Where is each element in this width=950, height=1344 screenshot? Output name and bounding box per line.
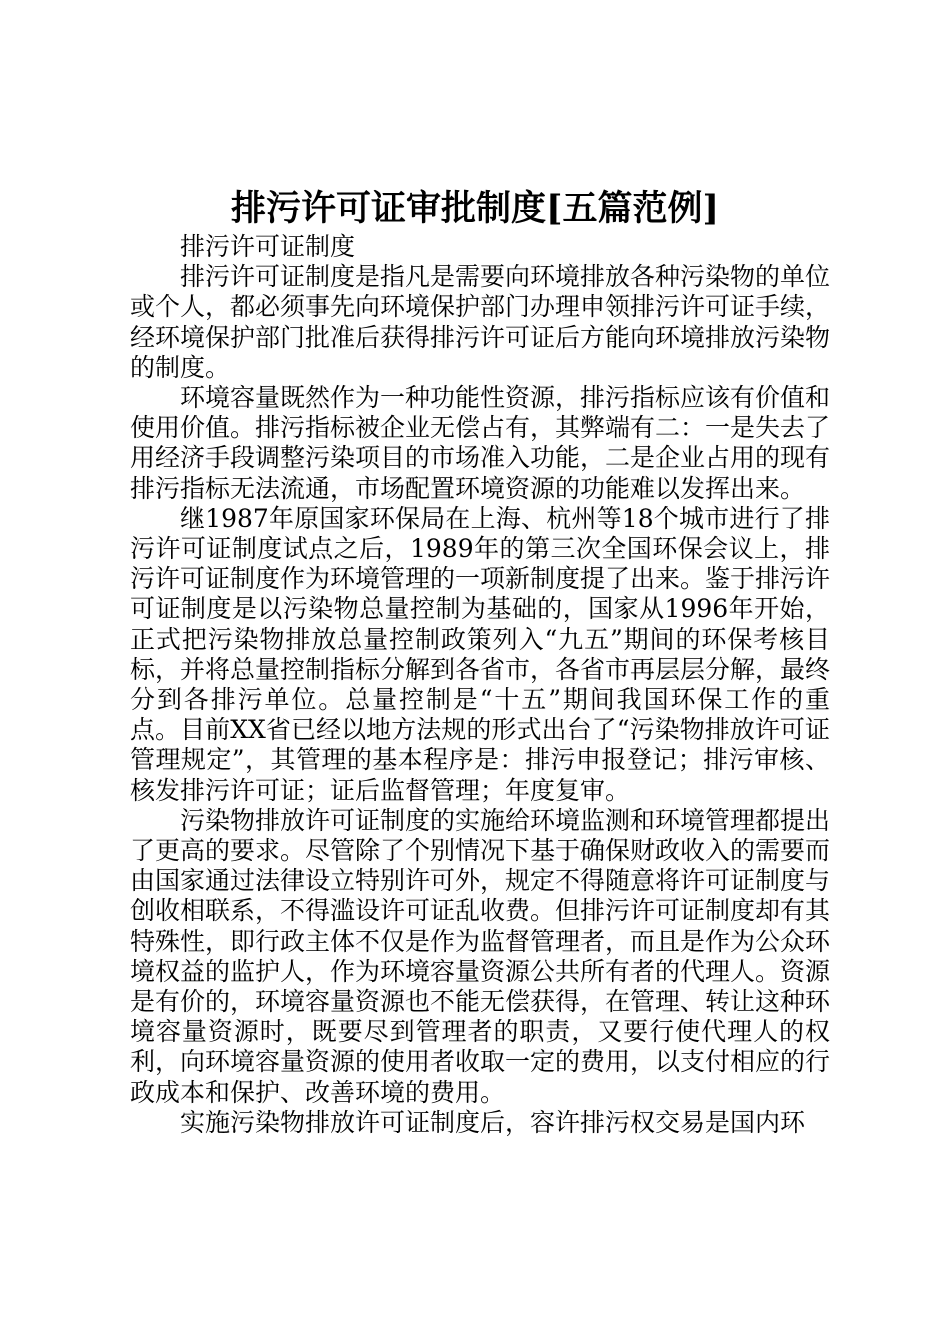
document-body bbox=[130, 232, 830, 1138]
section-heading: 排污许可证制度 bbox=[180, 232, 356, 261]
document-title: 排污许可证审批制度[五篇范例] bbox=[230, 188, 720, 229]
paragraph-4: 污染物排放许可证制度的实施给环境监测和环境管理都提出了更高的要求。尽管除了个别情况下基于确保财政收入的需要而由国家通过法律设立特别许可外，规定不得随意将许可证制度与创收相联系，不得滥设许可证乱收费。但排污许可证制度却有其特殊性，即行政主体不仅是作为监督管理者，而且是作为公众环境权益的监护人，作为环境容量资源公共所有者的代理人。资源是有价的，环境容量资源也不能无偿获得，在管理、转让这种环境容量资源时，既要尽到管理者的职责，又要行使代理人的权利，向环境容量资源的使用者收取一定的费用，以支付相应的行政成本和保护、改善环境的费用。 bbox=[130, 805, 831, 1107]
paragraph-5: 实施污染物排放许可证制度后，容许排污权交易是国内环 bbox=[180, 1107, 806, 1137]
paragraph-2: 环境容量既然作为一种功能性资源，排污指标应该有价值和使用价值。排污指标被企业无偿占有，其弊端有二：一是失去了用经济手段调整污染项目的市场准入功能，二是企业占用的现有排污指标无法流通，市场配置环境资源的功能难以发挥出来。 bbox=[130, 383, 831, 503]
paragraph-1: 排污许可证制度是指凡是需要向环境排放各种污染物的单位或个人，都必须事先向环境保护部门办理申领排污许可证手续，经环境保护部门批准后获得排污许可证后方能向环境排放污染物的制度。 bbox=[130, 262, 831, 382]
paragraph-3: 继1987年原国家环保局在上海、杭州等18个城市进行了排污许可证制度试点之后，1989年的第三次全国环保会议上，排污许可证制度作为环境管理的一项新制度提了出来。鉴于排污许可证制度是以污染物总量控制为基础的，国家从1996年开始，正式把污染物排放总量控制政策列入“九五”期间的环保考核目标，并将总量控制指标分解到各省市，各省市再层层分解，最终分到各排污单位。总量控制是“十五”期间我国环保工作的重点。目前XX省已经以地方法规的形式出台了“污染物排放许可证管理规定”，其管理的基本程序是：排污申报登记；排污审核、核发排污许可证；证后监督管理；年度复审。 bbox=[130, 503, 831, 805]
